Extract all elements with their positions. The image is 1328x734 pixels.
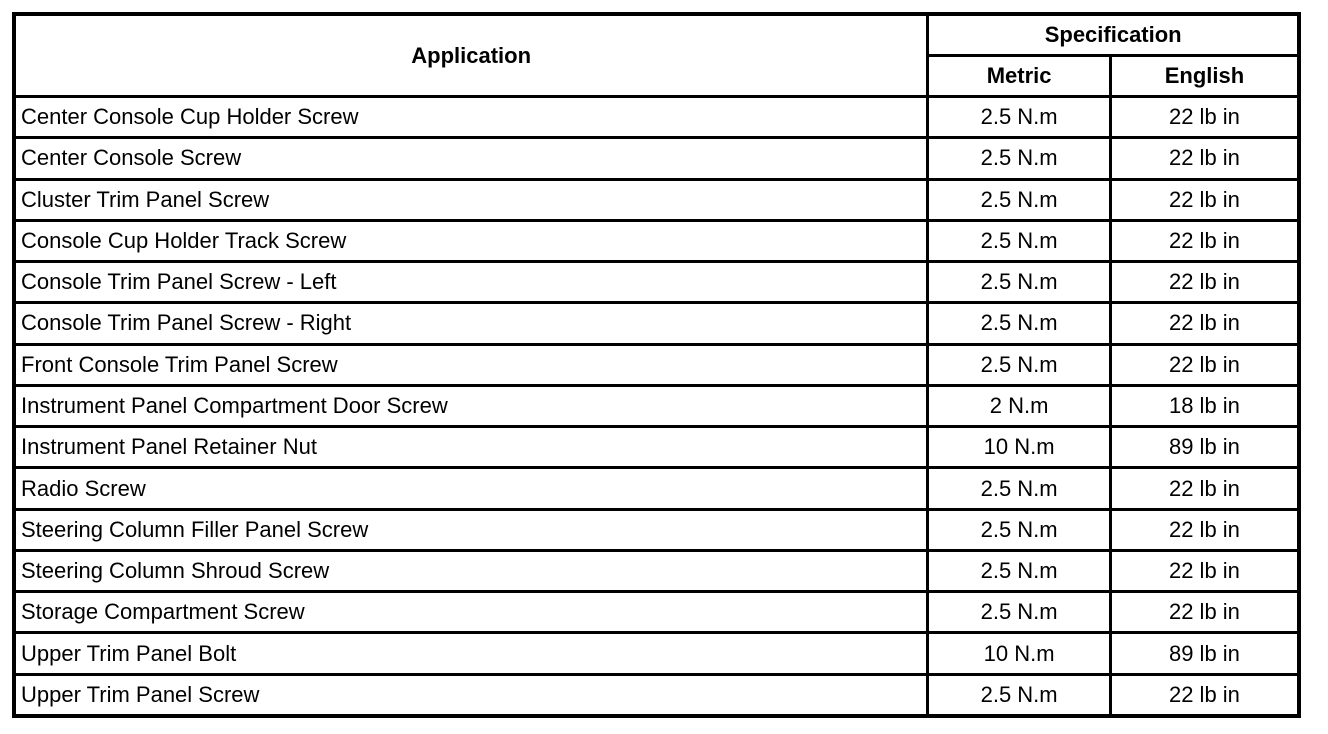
table-row [14,427,1299,468]
english-value-cell: 22 lb in [1110,509,1299,550]
application-cell: Radio Screw [14,468,928,509]
metric-value-cell: 10 N.m [928,427,1111,468]
metric-value-cell: 2.5 N.m [928,344,1111,385]
metric-value-cell: 2.5 N.m [928,138,1111,179]
metric-value-cell: 2.5 N.m [928,509,1111,550]
metric-value-cell: 2.5 N.m [928,303,1111,344]
metric-value-cell: 2.5 N.m [928,592,1111,633]
metric-value-cell: 2.5 N.m [928,262,1111,303]
english-value-cell: 89 lb in [1110,633,1299,674]
application-header: Application [14,14,928,97]
english-value-cell: 22 lb in [1110,220,1299,261]
metric-value-cell: 2.5 N.m [928,550,1111,591]
application-cell: Steering Column Shroud Screw [14,550,928,591]
english-value-cell: 22 lb in [1110,468,1299,509]
table-row [14,674,1299,716]
metric-value-cell: 2.5 N.m [928,97,1111,138]
application-cell: Console Trim Panel Screw - Left [14,262,928,303]
application-cell: Center Console Screw [14,138,928,179]
table-row [14,179,1299,220]
english-value-cell: 22 lb in [1110,550,1299,591]
application-cell: Upper Trim Panel Screw [14,674,928,716]
english-value-cell: 22 lb in [1110,262,1299,303]
table-header [14,14,1299,97]
table-row [14,385,1299,426]
application-cell: Instrument Panel Retainer Nut [14,427,928,468]
english-value-cell: 22 lb in [1110,97,1299,138]
application-cell: Console Trim Panel Screw - Right [14,303,928,344]
table-row [14,344,1299,385]
application-cell: Cluster Trim Panel Screw [14,179,928,220]
english-value-cell: 18 lb in [1110,385,1299,426]
table-row [14,303,1299,344]
application-cell: Steering Column Filler Panel Screw [14,509,928,550]
table-row [14,138,1299,179]
english-value-cell: 22 lb in [1110,674,1299,716]
english-value-cell: 22 lb in [1110,344,1299,385]
english-value-cell: 89 lb in [1110,427,1299,468]
metric-value-cell: 2.5 N.m [928,220,1111,261]
metric-value-cell: 2 N.m [928,385,1111,426]
application-cell: Front Console Trim Panel Screw [14,344,928,385]
english-value-cell: 22 lb in [1110,303,1299,344]
header-row-top [14,14,1299,56]
metric-value-cell: 10 N.m [928,633,1111,674]
torque-spec-table [12,12,1301,718]
table-body [14,97,1299,717]
table-row [14,220,1299,261]
application-cell: Instrument Panel Compartment Door Screw [14,385,928,426]
metric-value-cell: 2.5 N.m [928,674,1111,716]
application-cell: Console Cup Holder Track Screw [14,220,928,261]
table-row [14,97,1299,138]
application-cell: Center Console Cup Holder Screw [14,97,928,138]
application-cell: Upper Trim Panel Bolt [14,633,928,674]
table-row [14,262,1299,303]
table-row [14,550,1299,591]
english-header: English [1110,56,1299,97]
english-value-cell: 22 lb in [1110,179,1299,220]
specification-header: Specification [928,14,1299,56]
table-row [14,592,1299,633]
table-row [14,633,1299,674]
metric-value-cell: 2.5 N.m [928,179,1111,220]
metric-header: Metric [928,56,1111,97]
english-value-cell: 22 lb in [1110,592,1299,633]
table-row [14,509,1299,550]
table-row [14,468,1299,509]
metric-value-cell: 2.5 N.m [928,468,1111,509]
application-cell: Storage Compartment Screw [14,592,928,633]
english-value-cell: 22 lb in [1110,138,1299,179]
